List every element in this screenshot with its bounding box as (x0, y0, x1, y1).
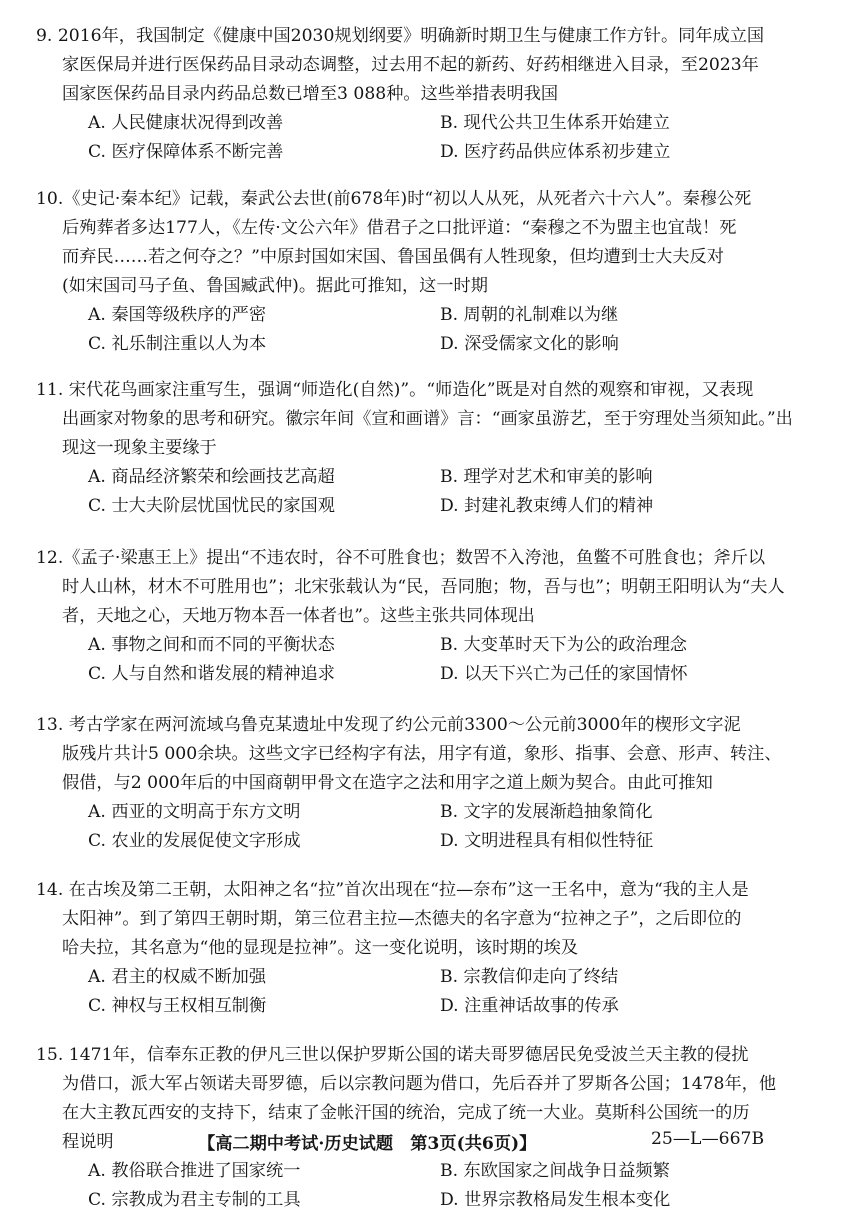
option-d: D. 世界宗教格局发生根本变化 (440, 1190, 671, 1210)
option-a: A. 君主的权威不断加强 (88, 967, 267, 987)
option-c: C. 神权与王权相互制衡 (88, 996, 267, 1016)
question-stem-line: 国家医保药品目录内药品总数已增至3 088种。这些举措表明我国 (62, 84, 559, 104)
option-c: C. 礼乐制注重以人为本 (88, 334, 267, 354)
option-d: D. 以天下兴亡为己任的家国情怀 (440, 664, 688, 684)
option-b: B. 大变革时天下为公的政治理念 (440, 635, 687, 655)
option-d: D. 深受儒家文化的影响 (440, 334, 619, 354)
footer-code: 25—L—667B (651, 1129, 765, 1149)
question-stem-line: 14. 在古埃及第二王朝，太阳神之名“拉”首次出现在“拉—奈布”这一王名中，意为“我的主人是 (36, 880, 749, 900)
option-a: A. 事物之间和而不同的平衡状态 (88, 635, 335, 655)
question-stem-line: 10.《史记·秦本纪》记载，秦武公去世(前678年)时“初以人从死，从死者六十六人”。秦穆公死 (36, 189, 752, 209)
question-stem-line: 哈夫拉，其名意为“他的显现是拉神”。这一变化说明，该时期的埃及 (62, 938, 579, 958)
option-c: C. 农业的发展促使文字形成 (88, 831, 301, 851)
option-b: B. 周朝的礼制难以为继 (440, 305, 619, 325)
question-stem-line: 为借口，派大军占领诺夫哥罗德，后以宗教问题为借口，先后吞并了罗斯各公国；1478年，他 (62, 1074, 777, 1094)
question-stem-line: 9. 2016年，我国制定《健康中国2030规划纲要》明确新时期卫生与健康工作方针。同年成立国 (36, 26, 765, 46)
question-stem-line: 15. 1471年，信奉东正教的伊凡三世以保护罗斯公国的诺夫哥罗德居民免受波兰天主教的侵扰 (36, 1045, 749, 1065)
question-stem-line: (如宋国司马子鱼、鲁国臧武仲)。据此可推知，这一时期 (62, 276, 488, 296)
question-stem-line: 12.《孟子·梁惠王上》提出“不违农时，谷不可胜食也；数罟不入洿池，鱼鳖不可胜食也；斧斤以 (36, 548, 766, 568)
question-stem-line: 家医保局并进行医保药品目录动态调整，过去用不起的新药、好药相继进入目录，至2023年 (62, 55, 759, 75)
option-d: D. 文明进程具有相似性特征 (440, 831, 654, 851)
option-b: B. 现代公共卫生体系开始建立 (440, 113, 670, 133)
question-stem-line: 后殉葬者多达177人，《左传·文公六年》借君子之口批评道：“秦穆之不为盟主也宜哉！死 (62, 218, 737, 238)
question-stem-line: 太阳神”。到了第四王朝时期，第三位君主拉—杰德夫的名字意为“拉神之子”，之后即位的 (62, 909, 742, 929)
option-a: A. 秦国等级秩序的严密 (88, 305, 267, 325)
question-stem-line: 13. 考古学家在两河流域乌鲁克某遗址中发现了约公元前3300～公元前3000年的楔形文字泥 (36, 715, 741, 735)
option-b: B. 文字的发展渐趋抽象简化 (440, 802, 653, 822)
footer-title: 【高二期中考试·历史试题 第3页(共6页)】 (198, 1134, 537, 1154)
option-a: A. 教俗联合推进了国家统一 (88, 1161, 301, 1181)
option-b: B. 宗教信仰走向了终结 (440, 967, 619, 987)
option-d: D. 医疗药品供应体系初步建立 (440, 142, 671, 162)
question-stem-line: 程说明 (62, 1132, 114, 1152)
question-stem-line: 现这一现象主要缘于 (62, 438, 217, 458)
option-c: C. 士大夫阶层忧国忧民的家国观 (88, 496, 335, 516)
question-stem-line: 版残片共计5 000余块。这些文字已经构字有法，用字有道，象形、指事、会意、形声、转注、 (62, 744, 782, 764)
option-a: A. 商品经济繁荣和绘画技艺高超 (88, 467, 335, 487)
question-stem-line: 假借，与2 000年后的中国商朝甲骨文在造字之法和用字之道上颇为契合。由此可推知 (62, 773, 713, 793)
option-c: C. 人与自然和谐发展的精神追求 (88, 664, 335, 684)
option-a: A. 西亚的文明高于东方文明 (88, 802, 301, 822)
option-d: D. 封建礼教束缚人们的精神 (440, 496, 654, 516)
question-stem-line: 时人山林，材木不可胜用也”；北宋张载认为“民，吾同胞；物，吾与也”；明朝王阳明认为“夫人 (62, 577, 785, 597)
option-d: D. 注重神话故事的传承 (440, 996, 619, 1016)
question-stem-line: 出画家对物象的思考和研究。徽宗年间《宣和画谱》言：“画家虽游艺，至于穷理处当须知此。”出 (62, 409, 793, 429)
question-stem-line: 而弃民……若之何夺之？”中原封国如宋国、鲁国虽偶有人牲现象，但均遭到士大夫反对 (62, 247, 724, 267)
question-stem-line: 在大主教瓦西安的支持下，结束了金帐汗国的统治，完成了统一大业。莫斯科公国统一的历 (62, 1103, 750, 1123)
question-stem-line: 者，天地之心，天地万物本吾一体者也”。这些主张共同体现出 (62, 606, 535, 626)
option-c: C. 医疗保障体系不断完善 (88, 142, 284, 162)
option-c: C. 宗教成为君主专制的工具 (88, 1190, 301, 1210)
option-b: B. 理学对艺术和审美的影响 (440, 467, 653, 487)
option-a: A. 人民健康状况得到改善 (88, 113, 284, 133)
question-stem-line: 11. 宋代花鸟画家注重写生，强调“师造化(自然)”。“师造化”既是对自然的观察和审视，又表现 (36, 380, 754, 400)
option-b: B. 东欧国家之间战争日益频繁 (440, 1161, 670, 1181)
